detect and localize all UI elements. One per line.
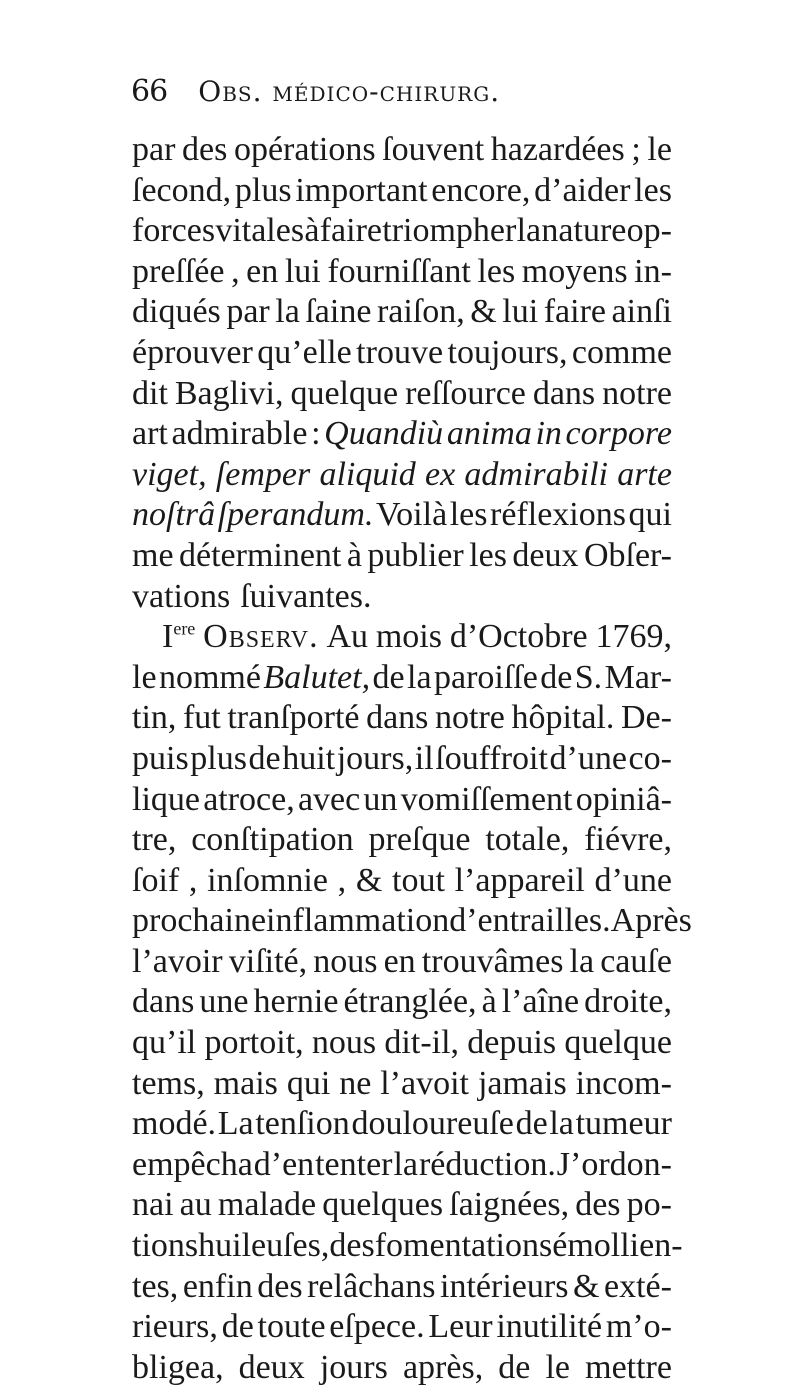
word: portoit, (204, 1024, 304, 1062)
word: les (449, 496, 488, 534)
word: tin, (132, 699, 177, 737)
word: mois (375, 618, 442, 656)
word: dans (532, 374, 596, 412)
text-line (132, 901, 692, 942)
word: de (221, 1308, 254, 1346)
text-line (132, 455, 672, 496)
word: fut (182, 699, 221, 737)
word: quelque (564, 1024, 672, 1062)
word: des (575, 1186, 621, 1224)
word: par (226, 293, 270, 331)
word: faire (543, 293, 606, 331)
word: tre, (132, 821, 177, 859)
word: en (246, 252, 279, 290)
word: faire (319, 212, 382, 250)
word: huit (282, 739, 336, 777)
word: droite, (584, 983, 672, 1021)
word: triompher (382, 212, 517, 250)
word: lui (502, 293, 539, 331)
word: eſpece. (329, 1308, 425, 1346)
word: mettre (585, 1348, 672, 1386)
word: tumeur (575, 1105, 672, 1143)
word: dit-il, (384, 1024, 460, 1062)
word: 1769, (595, 618, 672, 656)
word: l’avoit (380, 1064, 469, 1102)
word: vomiſſement (400, 780, 573, 818)
word: émollien- (552, 1227, 683, 1265)
word: ex (425, 455, 456, 493)
word: mais (213, 1064, 278, 1102)
word: incom- (575, 1064, 672, 1102)
word: ainſi (611, 293, 672, 331)
text-line (132, 1064, 672, 1105)
word: , (231, 252, 240, 290)
word: quelques (322, 1186, 444, 1224)
text-line (132, 739, 672, 780)
word: douloureuſe (351, 1105, 514, 1143)
word: in (535, 415, 562, 453)
word: important (295, 171, 428, 209)
word: qui (286, 1064, 331, 1102)
word: tenter (315, 1145, 393, 1183)
word: avec (297, 780, 361, 818)
body-text (132, 130, 692, 1388)
word: aliquid (319, 455, 416, 493)
word: De- (620, 699, 672, 737)
word: nous (313, 942, 378, 980)
word: art (132, 415, 168, 453)
word: vitales (215, 212, 305, 250)
text-line (132, 171, 672, 212)
word: hôpital. (511, 699, 615, 737)
word: atroce, (203, 780, 295, 818)
word: intérieurs (440, 1267, 569, 1305)
word: la (569, 942, 595, 980)
word: La (217, 1105, 254, 1143)
word: comme (571, 333, 672, 371)
word: la (275, 293, 300, 331)
word: viſité, (228, 942, 308, 980)
word: l’aîne (501, 983, 580, 1021)
word: de (540, 658, 573, 696)
word: trouve (356, 333, 444, 371)
word: nai (132, 1186, 174, 1224)
word: d’entrailles. (449, 902, 611, 940)
word: rieurs, (132, 1308, 218, 1346)
word: m’o- (605, 1308, 672, 1346)
word: fiévre, (584, 821, 672, 859)
text-line (132, 495, 672, 536)
word: étranglée, (343, 983, 477, 1021)
text-line (132, 780, 672, 821)
word: ſaignées, (449, 1186, 570, 1224)
word: corpore (565, 415, 672, 453)
word: reſſource (405, 374, 526, 412)
text-line (132, 333, 672, 374)
text-line (132, 1185, 672, 1226)
word: preſſée (132, 252, 225, 290)
text-line (132, 861, 672, 902)
word: & (572, 1267, 600, 1305)
word: qu’elle (257, 333, 352, 371)
word: nous (311, 1024, 377, 1062)
text-line (132, 982, 672, 1023)
word: la (516, 212, 542, 250)
word: , (337, 861, 347, 899)
text-line (132, 1023, 672, 1064)
word: d’en (253, 1145, 315, 1183)
word: toute (257, 1308, 326, 1346)
word: dans (366, 699, 429, 737)
word: Iere (162, 618, 196, 656)
word: ſecond, (132, 171, 232, 209)
word: opérations (233, 131, 376, 168)
word: tions (132, 1227, 199, 1265)
word: qui (628, 496, 672, 534)
page-header (131, 74, 691, 124)
word: d’une (594, 861, 672, 899)
word: un (363, 780, 398, 818)
word: nommé (158, 658, 261, 696)
running-head: Obs. médico-chirurg. (198, 75, 501, 108)
word: de (515, 1105, 548, 1143)
text-line (132, 820, 672, 861)
text-line (132, 414, 672, 455)
word: anima (446, 415, 532, 453)
word: à (481, 983, 497, 1021)
word: hernie (253, 983, 339, 1021)
word: Mar- (604, 658, 672, 696)
word: preſque (368, 821, 471, 859)
word: tout (392, 861, 445, 899)
word: Quandiù (324, 415, 444, 453)
word: encore, (431, 171, 531, 209)
word: la (549, 1105, 574, 1143)
word: dans (132, 983, 195, 1021)
word: J’ordon- (556, 1145, 672, 1183)
word: les (477, 252, 516, 290)
word: notre (602, 374, 672, 412)
word: le (545, 1348, 571, 1386)
word: au (179, 1186, 212, 1224)
word: tenſion (255, 1105, 350, 1143)
word: d’aider (534, 171, 631, 209)
word: publier (367, 536, 464, 574)
word: ; (631, 131, 641, 168)
word: de (372, 658, 405, 696)
text-line (132, 536, 672, 577)
word: fomentations (374, 1227, 553, 1265)
word: notre (435, 699, 505, 737)
word: de (498, 1348, 531, 1386)
word: les (469, 536, 507, 574)
text-line (132, 617, 672, 658)
word: in- (634, 252, 672, 290)
page-number: 66 (131, 74, 168, 109)
word: co- (628, 739, 672, 777)
text-line (132, 658, 672, 699)
word: moyens (521, 252, 628, 290)
word: deux (238, 1348, 305, 1386)
word: toujours, (447, 333, 568, 371)
word: hazardées (490, 131, 625, 168)
word: puis (132, 739, 189, 777)
word: il (414, 739, 434, 777)
word: l’avoir (132, 942, 223, 980)
text-line (132, 1145, 672, 1186)
word: diqués (132, 293, 221, 331)
word: cauſe (600, 942, 672, 980)
word: ſperandum. (217, 496, 374, 534)
word: jours, (336, 739, 414, 777)
word: de (248, 739, 281, 777)
word: vations (132, 577, 231, 615)
text-line (132, 1348, 672, 1388)
word: bligea, (132, 1348, 224, 1386)
word: à (346, 536, 362, 574)
word: ſouvent (382, 131, 485, 168)
word: le (647, 131, 672, 168)
word: éprouver (132, 333, 253, 371)
word: lique (132, 780, 200, 818)
word: noſtrâ (132, 496, 216, 534)
word: en (383, 942, 416, 980)
word: po- (626, 1186, 672, 1224)
word: d’Octobre (449, 618, 588, 656)
word: : (311, 415, 321, 453)
word: des (257, 1267, 303, 1305)
word: Après (610, 902, 692, 940)
word: S. (574, 658, 603, 696)
word: admirable (171, 415, 308, 453)
word: la (407, 658, 432, 696)
word: plus (234, 171, 292, 209)
word: depuis (467, 1024, 557, 1062)
word: modé. (132, 1105, 217, 1143)
text-line (132, 1104, 672, 1145)
word: enfin (182, 1267, 253, 1305)
word: op- (626, 212, 672, 250)
text-line (132, 130, 672, 171)
word: trouvâmes (421, 942, 564, 980)
text-line (132, 698, 672, 739)
word: forces (132, 212, 216, 250)
text-line (132, 252, 672, 293)
word: ſoif (132, 861, 180, 899)
word: les (634, 171, 672, 209)
word: , (188, 861, 198, 899)
word: lui (284, 252, 321, 290)
word: des (329, 1227, 375, 1265)
word: me (132, 536, 174, 574)
word: ſouffroit (435, 739, 548, 777)
word: prochaine (132, 902, 267, 940)
word: Balutet, (263, 658, 371, 696)
superscript: ere (173, 618, 196, 639)
word: empêcha (132, 1145, 253, 1183)
word: jours (319, 1348, 388, 1386)
word: tranſporté (227, 699, 360, 737)
word: admirabili (464, 455, 608, 493)
word: inſomnie (207, 861, 328, 899)
word: l’appareil (454, 861, 585, 899)
word: inflammation (266, 902, 450, 940)
word: des (182, 131, 228, 168)
word: paroiſſe (433, 658, 538, 696)
word: opiniâ- (575, 780, 672, 818)
word: & (470, 293, 497, 331)
word: plus (190, 739, 247, 777)
word: Observ. (203, 618, 319, 656)
word: ſemper (215, 455, 311, 493)
word: nature (541, 212, 627, 250)
word: Obſer- (583, 536, 672, 574)
word: exté- (603, 1267, 672, 1305)
word: réflexions (490, 496, 626, 534)
text-line (132, 211, 672, 252)
word: ne (339, 1064, 372, 1102)
word: la (393, 1145, 418, 1183)
text-line (132, 374, 672, 415)
word: déterminent (179, 536, 342, 574)
text-line (132, 292, 672, 333)
word: tes, (132, 1267, 179, 1305)
word: malade (217, 1186, 317, 1224)
word: huileuſes, (198, 1227, 330, 1265)
word: par (132, 131, 176, 168)
word: jamais (477, 1064, 567, 1102)
word: viget, (132, 455, 207, 493)
word: tems, (132, 1064, 205, 1102)
word: raiſon, (376, 293, 465, 331)
word: à (304, 212, 320, 250)
word: qu’il (132, 1024, 197, 1062)
word: ſuivantes. (240, 577, 372, 615)
text-line (132, 1307, 672, 1348)
word: deux (512, 536, 579, 574)
word: réduction. (418, 1145, 556, 1183)
word: Baglivi, (174, 374, 284, 412)
word: une (199, 983, 249, 1021)
text-line (132, 942, 672, 983)
word: totale, (485, 821, 570, 859)
word: d’une (549, 739, 627, 777)
word: après, (402, 1348, 484, 1386)
word: quelque (290, 374, 399, 412)
word: Leur (428, 1308, 493, 1346)
word: inutilité (496, 1308, 603, 1346)
text-line (132, 1267, 672, 1308)
word: le (132, 658, 157, 696)
text-line (132, 1226, 683, 1267)
word: Au (326, 618, 369, 656)
word: Voilà (376, 496, 448, 534)
word: arte (617, 455, 672, 493)
word: & (355, 861, 383, 899)
word: dit (132, 374, 168, 412)
word: fourniſſant (327, 252, 471, 290)
text-line (132, 577, 672, 618)
word: relâchans (307, 1267, 436, 1305)
word: ſaine (305, 293, 372, 331)
word: conſtipation (191, 821, 354, 859)
